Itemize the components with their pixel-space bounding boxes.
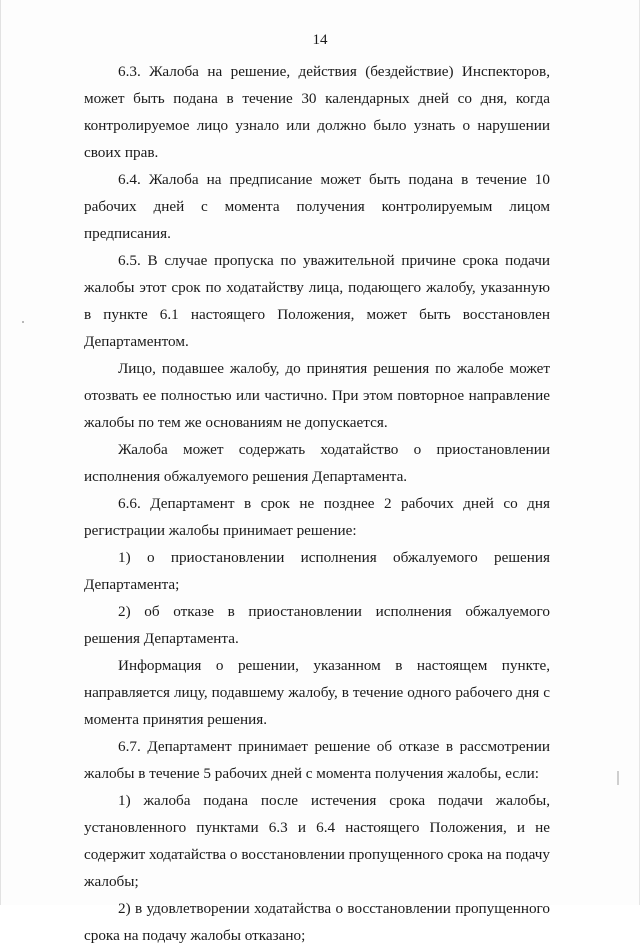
page-number: 14	[312, 32, 328, 48]
scan-edge-left	[0, 0, 1, 905]
paragraph-6-4: 6.4. Жалоба на предписание может быть подана в течение 10 рабочих дней с момента получения контролируемым лицом предписания.	[84, 171, 550, 242]
paragraph-6-6: 6.6. Департамент в срок не позднее 2 рабочих дней со дня регистрации жалобы принимает решение:	[84, 495, 550, 539]
paragraph-suspension-request: Жалоба может содержать ходатайство о приостановлении исполнения обжалуемого решения Департамента.	[84, 441, 550, 485]
paragraph-withdrawal: Лицо, подавшее жалобу, до принятия решения по жалобе может отозвать ее полностью или частично. При этом повторное направление жалобы по тем же основаниям не допускается.	[84, 360, 550, 431]
scan-speck	[22, 321, 24, 323]
list-item-6-6-2: 2) об отказе в приостановлении исполнения обжалуемого решения Департамента.	[84, 603, 550, 647]
paragraph-6-7: 6.7. Департамент принимает решение об отказе в рассмотрении жалобы в течение 5 рабочих дней с момента получения жалобы, если:	[84, 738, 550, 782]
list-item-6-6-1: 1) о приостановлении исполнения обжалуемого решения Департамента;	[84, 549, 550, 593]
scan-speck	[617, 771, 619, 785]
paragraph-decision-information: Информация о решении, указанном в настоящем пункте, направляется лицу, подавшему жалобу, в течение одного рабочего дня с момента принятия решения.	[84, 657, 550, 728]
document-body	[84, 58, 550, 949]
paragraph-6-5: 6.5. В случае пропуска по уважительной причине срока подачи жалобы этот срок по ходатайству лица, подающего жалобу, указанную в пункте 6.1 настоящего Положения, может быть восстановлен Департаментом.	[84, 252, 550, 350]
list-item-6-7-1: 1) жалоба подана после истечения срока подачи жалобы, установленного пунктами 6.3 и 6.4 настоящего Положения, и не содержит ходатайства о восстановлении пропущенного срока на подачу жалобы;	[84, 792, 550, 890]
list-item-6-7-2: 2) в удовлетворении ходатайства о восстановлении пропущенного срока на подачу жалобы отказано;	[84, 900, 550, 944]
paragraph-6-3: 6.3. Жалоба на решение, действия (бездействие) Инспекторов, может быть подана в течение 30 календарных дней со дня, когда контролируемое лицо узнало или должно было узнать о нарушении своих прав.	[84, 63, 550, 161]
